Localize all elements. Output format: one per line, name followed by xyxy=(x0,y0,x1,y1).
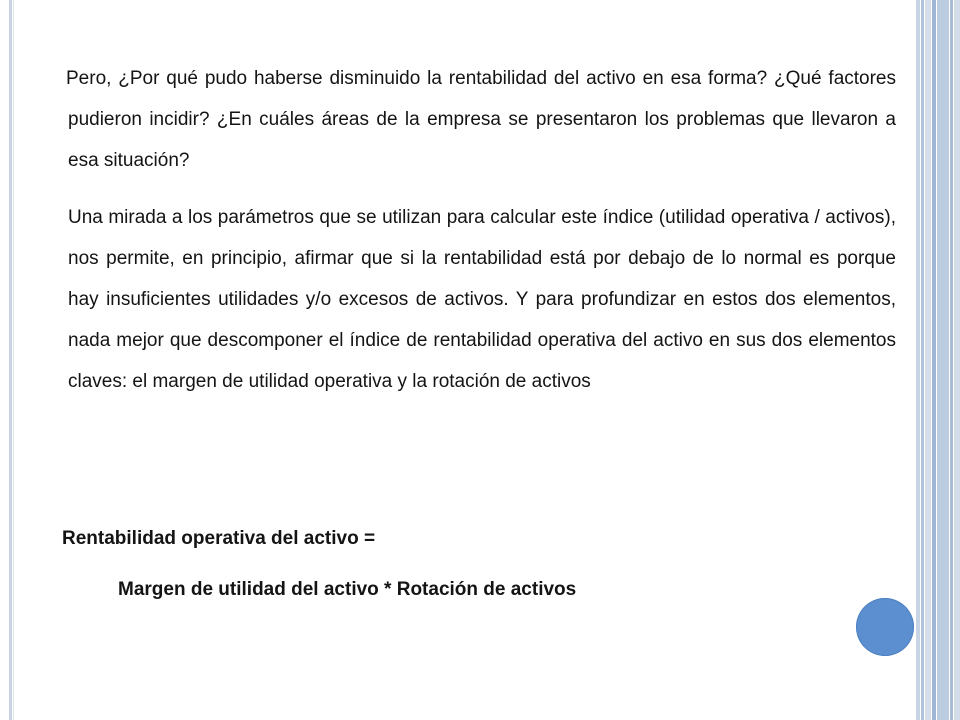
right-decorative-band xyxy=(916,0,920,720)
formula-label: Rentabilidad operativa del activo = xyxy=(62,528,376,549)
right-decorative-band xyxy=(937,0,949,720)
right-decorative-band xyxy=(921,0,924,720)
left-frame-line xyxy=(9,0,12,720)
right-decorative-band xyxy=(925,0,931,720)
decorative-circle xyxy=(856,598,914,656)
paragraph-explanation: Una mirada a los parámetros que se utilizan para calcular este índice (utilidad operativa / activos), nos permite, en principio, afirmar que si la rentabilidad está por debajo de lo normal es porque hay insuficientes utilidades y/o excesos de activos. Y para profundizar en estos dos elementos, nada mejor que descomponer el índice de rentabilidad operativa del activo en sus dos elementos claves: el margen de utilidad operativa y la rotación de activos xyxy=(68,207,896,392)
right-decorative-band xyxy=(932,0,936,720)
formula-expression: Margen de utilidad del activo * Rotación de activos xyxy=(118,579,577,600)
right-decorative-band xyxy=(950,0,953,720)
paragraph-question: Pero, ¿Por qué pudo haberse disminuido la rentabilidad del activo en esa forma? ¿Qué factores pudieron incidir? ¿En cuáles áreas de la empresa se presentaron los problemas que llevaron a esa situación? xyxy=(66,68,896,171)
left-frame-inner-line xyxy=(13,0,14,720)
right-decorative-band xyxy=(954,0,960,720)
